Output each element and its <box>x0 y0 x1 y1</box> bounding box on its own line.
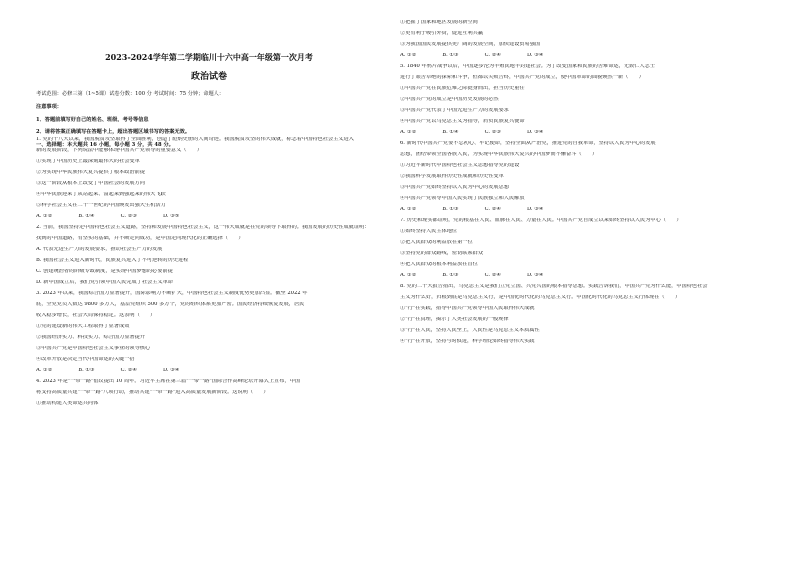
question-line: ③"行"在人民，坚持人民至上，人民性是马克思主义本质属性 <box>400 328 540 333</box>
question-line: ②"行"在真理，揭示了人类社会发展的一般规律 <box>400 317 509 322</box>
question-line: ②我国经济实力、科技实力、综合国力显著提升 <box>36 335 145 340</box>
question-line: 将支持高质量共建"一带一路"八项行动，推动共建"一带一路"进入高质量发展新阶段。这说明（ ） <box>36 390 269 395</box>
question-line: ①中国共产党在民族危难之际挺身而出，担当历史重任 <box>400 86 525 91</box>
question-line: A. ①② B. ①③ C. ②④ D. ③④ <box>400 207 544 212</box>
question-line: ①始终坚持人民主体地位 <box>400 229 458 234</box>
question-line: A. ①② B. ①④ C. ②③ D. ③⑤ <box>36 214 180 219</box>
question-line: 4. 2023 年是"一带一路"倡议提出 10 周年。习近平主席在第三届"一带一路"国际合作高峰论坛开幕式上宣布，中国 <box>36 379 300 384</box>
question-line: 找到的中国道路，有坚实的基础，并不断走向成功，是中国走向现代化的正确选择（ ） <box>36 236 244 241</box>
question-line: ①党的建设新的伟大工程取得了显著成效 <box>36 324 130 329</box>
exam-scope: 考试范围：必修三第（1~5课）试卷分数：100 分 考试时间：75 分钟；命题人： <box>36 91 225 97</box>
question-line: ②我国科学发展取得历史性成就和历史性变革 <box>400 174 504 179</box>
right-column <box>400 20 752 350</box>
question-line: ④把人民群众的根本利益放在首位 <box>400 262 478 267</box>
question-line: ④"行"在开放，坚持与时俱进，科学理论始终指导伟大实践 <box>400 339 535 344</box>
question-line: ②中国共产党的成立是中国历史发展的必然 <box>400 97 499 102</box>
title-block <box>36 52 382 82</box>
question-line: ③中国共产党代表了中国先进生产力的发展要求 <box>400 108 509 113</box>
question-line: ②把人民群众的利益放在第一位 <box>400 240 473 245</box>
note-1: 1．答题前填写好自己的姓名、班级、考号等信息 <box>36 116 149 123</box>
question-line: D. 新中国成立后，我们党引领中国人民完成了社会主义革命 <box>36 280 173 285</box>
question-line: ③坚持党的群众路线，密切联系群众 <box>400 251 484 256</box>
question-line: 新的发展阶段，下列说法中能够体现中国共产党领导的重要意义（ ） <box>36 148 203 153</box>
question-line: C. 创建统治者的阶级专政制度，是实现中国梦想的必要前提 <box>36 269 173 274</box>
question-line: 收入稳步增长，社会大局保持稳定。这表明（ ） <box>36 313 156 318</box>
question-line: 1. 党的十八大以来，我国脱贫攻坚取得了全面胜利，创造了彪炳史册的人间奇迹。我国脱贫攻坚的伟大成就，标志着中国特色社会主义进入 <box>36 137 354 142</box>
question-line: ④中国共产党领导中国人民实现了民族独立和人民解放 <box>400 196 525 201</box>
question-line: 2. 当前，我国坚持走中国特色社会主义道路，坚持和发展中国特色社会主义，这一伟大成就是在党的领导下取得的。我国发展的历史性成就证明： <box>36 225 370 230</box>
notes-title: 注意事项： <box>36 103 62 110</box>
question-line: ③这一阶段从根本上改变了中国社会的发展方向 <box>36 181 145 186</box>
question-line: ①把握了国家和地区发展的新空间 <box>400 20 478 25</box>
question-line: ⑤科学社会主义在二十一世纪的中国焕发出强大生机活力 <box>36 203 166 208</box>
question-line: ③为我国国民发展提供更广阔的发展空间，加快建设贸易强国 <box>400 42 541 47</box>
question-line: ④改革开放是决定当代中国命运的关键一招 <box>36 357 135 362</box>
question-line: A. ①② B. ①④ C. ②③ D. ③④ <box>400 130 544 135</box>
question-line: ③中国共产党始终坚持以人民为中心的发展思想 <box>400 185 509 190</box>
question-line: 进行了艰苦卓绝的探索和斗争，但都以失败告终，中国共产党的成立，使中国革命的面貌焕然一新（ ） <box>400 75 644 80</box>
left-column <box>36 137 382 412</box>
question-line: 6. 新时代中国共产党要不忘初心、牢记使命，坚持全面从严治党，推进党的自我革命，坚持以人民为中心的发展 <box>400 141 656 146</box>
question-line: ③中国共产党是中国特色社会主义事业的领导核心 <box>36 346 151 351</box>
subject-title: 政治试卷 <box>190 72 227 82</box>
question-line: ②更有利于吸引外资，促进互利共赢 <box>400 31 484 36</box>
question-line: ①习近平新时代中国特色社会主义思想指导党的建设 <box>400 163 520 168</box>
section-heading: 一、选择题：本大题共 16 小题，每小题 3 分，共 48 分。 <box>36 142 174 149</box>
question-line: A. ①② B. ①③ C. ②④ D. ③④ <box>36 368 180 373</box>
question-line: ①"行"在实践，指导中国共产党领导中国人民取得伟大成就 <box>400 306 535 311</box>
question-line: 思想，团结带领全国各族人民，为实现中华民族伟大复兴的中国梦而不懈奋斗（ ） <box>400 152 598 157</box>
note-2: 2．请将答案正确填写在答题卡上，超出答题区域书写的答案无效。 <box>36 129 191 136</box>
question-line: ①推动构建人类命运共同体 <box>36 401 99 406</box>
question-line: B. 我国社会主义进入新时代，民族复兴进入了不可逆转的历史进程 <box>36 258 189 263</box>
question-line: 7. 历史和现实都证明，党的根基在人民、血脉在人民、力量在人民。中国共产党自成立以来始终坚持以人民为中心（ ） <box>400 218 682 223</box>
question-line: 3. 2023 年以来，我国综合国力显著提升，国际影响力不断扩大，中国特色社会主义制度优势更加凸显。截至 2022 年 <box>36 291 308 296</box>
question-line: 主义为什么好，归根到底是马克思主义行，是中国化时代化的马克思主义行。中国化时代化的马克思主义行体现在（ ） <box>400 295 681 300</box>
question-line: A. ①② B. ①③ C. ②④ D. ③④ <box>400 273 544 278</box>
question-line: ②为实现中华民族伟大复兴提供了根本政治前提 <box>36 170 145 175</box>
exam-title: 2023-2024学年第二学期临川十六中高一年级第一次月考 <box>105 52 313 62</box>
question-line: 底，全党党员人数达 9800 多万人，基层党组织 500 多万个，党的组织体系更加严密。国民经济持续恢复发展，居民 <box>36 302 305 307</box>
question-line: 8. 党的二十大报告指出，马克思主义是我们立党立国、兴党兴国的根本指导思想。实践告诉我们，中国共产党为什么能，中国特色社会 <box>400 284 708 289</box>
question-line: ④中华民族迎来了从站起来、富起来到强起来的伟大飞跃 <box>36 192 166 197</box>
question-line: ④中国共产党以马克思主义为指导，肩负民族复兴使命 <box>400 119 525 124</box>
question-line: A. 代表先进生产力的发展要求，推动社会生产力的发展 <box>36 247 163 252</box>
question-line: 5. 1840 年鸦片战争以后，中国逐步沦为半殖民地半封建社会。为了改变国家和民族的苦难命运，无数仁人志士 <box>400 64 655 69</box>
question-line: ①实现了中国历史上最深刻最伟大的社会变革 <box>36 159 140 164</box>
question-line: A. ①② B. ①③ C. ②④ D. ③④ <box>400 53 544 58</box>
